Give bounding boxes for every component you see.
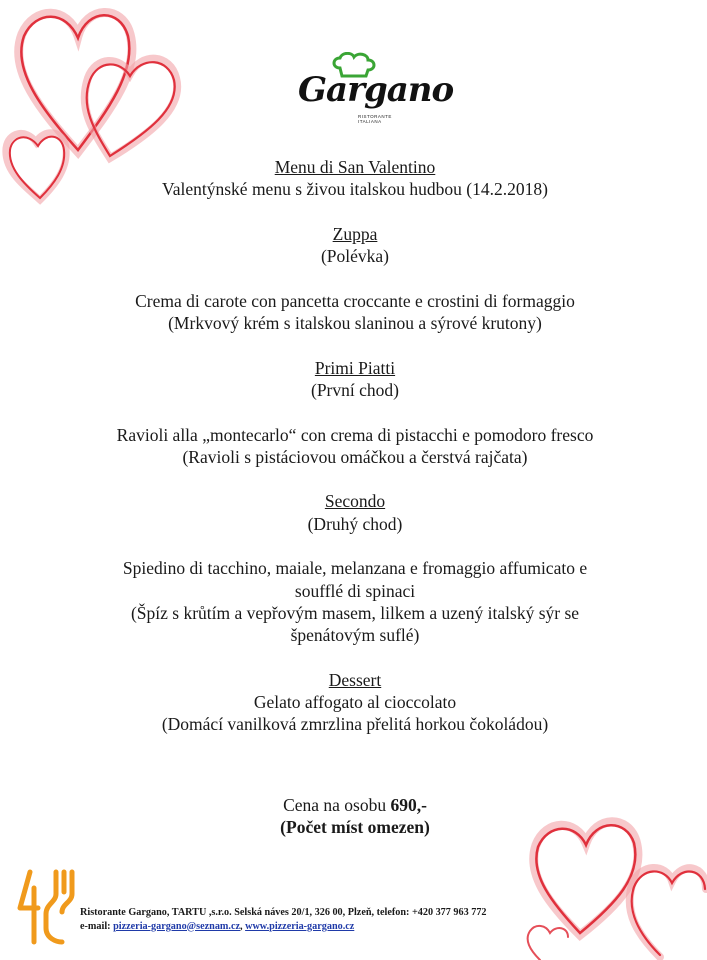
footer-address: Ristorante Gargano, TARTU ,s.r.o. Selská náves 20/1, 326 00, Plzeň, telefon: +420 377 963 772 xyxy=(80,907,487,918)
course-heading-cz: (Polévka) xyxy=(320,246,390,267)
dish-name: Ravioli alla „montecarlo“ con crema di pistacchi e pomodoro fresco xyxy=(116,424,594,445)
course-heading: Primi Piatti xyxy=(314,357,396,378)
restaurant-logo xyxy=(298,52,454,130)
dish-name-cz-line-1: (Špíz s krůtím a vepřovým masem, lilkem a uzený italský sýr se xyxy=(130,602,580,623)
dish-name-cz: (Ravioli s pistáciovou omáčkou a čerstvá rajčata) xyxy=(182,446,528,467)
dish-name: Gelato affogato al cioccolato xyxy=(253,692,457,713)
email-label: e-mail: xyxy=(80,920,111,932)
website-link[interactable]: www.pizzeria-gargano.cz xyxy=(245,920,355,932)
course-heading: Dessert xyxy=(328,669,382,690)
menu-subtitle: Valentýnské menu s živou italskou hudbou (14.2.2018) xyxy=(162,179,548,200)
fork-badge-icon xyxy=(16,868,82,948)
email-link[interactable]: pizzeria-gargano@seznam.cz xyxy=(113,920,240,932)
footer-links xyxy=(80,920,540,934)
course-zuppa xyxy=(60,223,650,334)
course-heading: Secondo xyxy=(324,491,386,512)
dish-name-cz-line-2: špenátovým suflé) xyxy=(290,625,420,646)
course-primi-piatti xyxy=(60,357,650,468)
dish-name-cz: (Mrkvový krém s italskou slaninou a sýrové krutony) xyxy=(168,313,542,334)
dish-name: Crema di carote con pancetta croccante e crostini di formaggio xyxy=(135,290,575,311)
limited-seats-note: (Počet míst omezen) xyxy=(280,817,430,838)
menu-title: Menu di San Valentino xyxy=(274,157,436,177)
course-heading-cz: (Druhý chod) xyxy=(307,513,403,534)
course-secondo xyxy=(60,490,650,646)
course-heading: Zuppa xyxy=(332,223,378,244)
course-heading-cz: (První chod) xyxy=(311,379,399,400)
logo-wordmark: Gargano xyxy=(298,70,454,110)
price-value: 690,- xyxy=(390,794,427,815)
logo-tagline: RISTORANTE ITALIANA xyxy=(358,114,392,124)
dish-name-line-1: Spiedino di tacchino, maiale, melanzana e fromaggio affumicato e xyxy=(122,558,588,579)
price-label: Cena na osobu xyxy=(283,794,387,815)
menu-body xyxy=(60,156,650,838)
link-separator: , xyxy=(240,920,243,932)
hearts-decoration-bottom-right xyxy=(520,785,707,960)
dish-name-line-2: soufflé di spinaci xyxy=(294,580,416,601)
dish-name-cz: (Domácí vanilková zmrzlina přelitá horkou čokoládou) xyxy=(161,714,549,735)
course-dessert xyxy=(60,669,650,736)
footer-contact xyxy=(80,906,540,933)
